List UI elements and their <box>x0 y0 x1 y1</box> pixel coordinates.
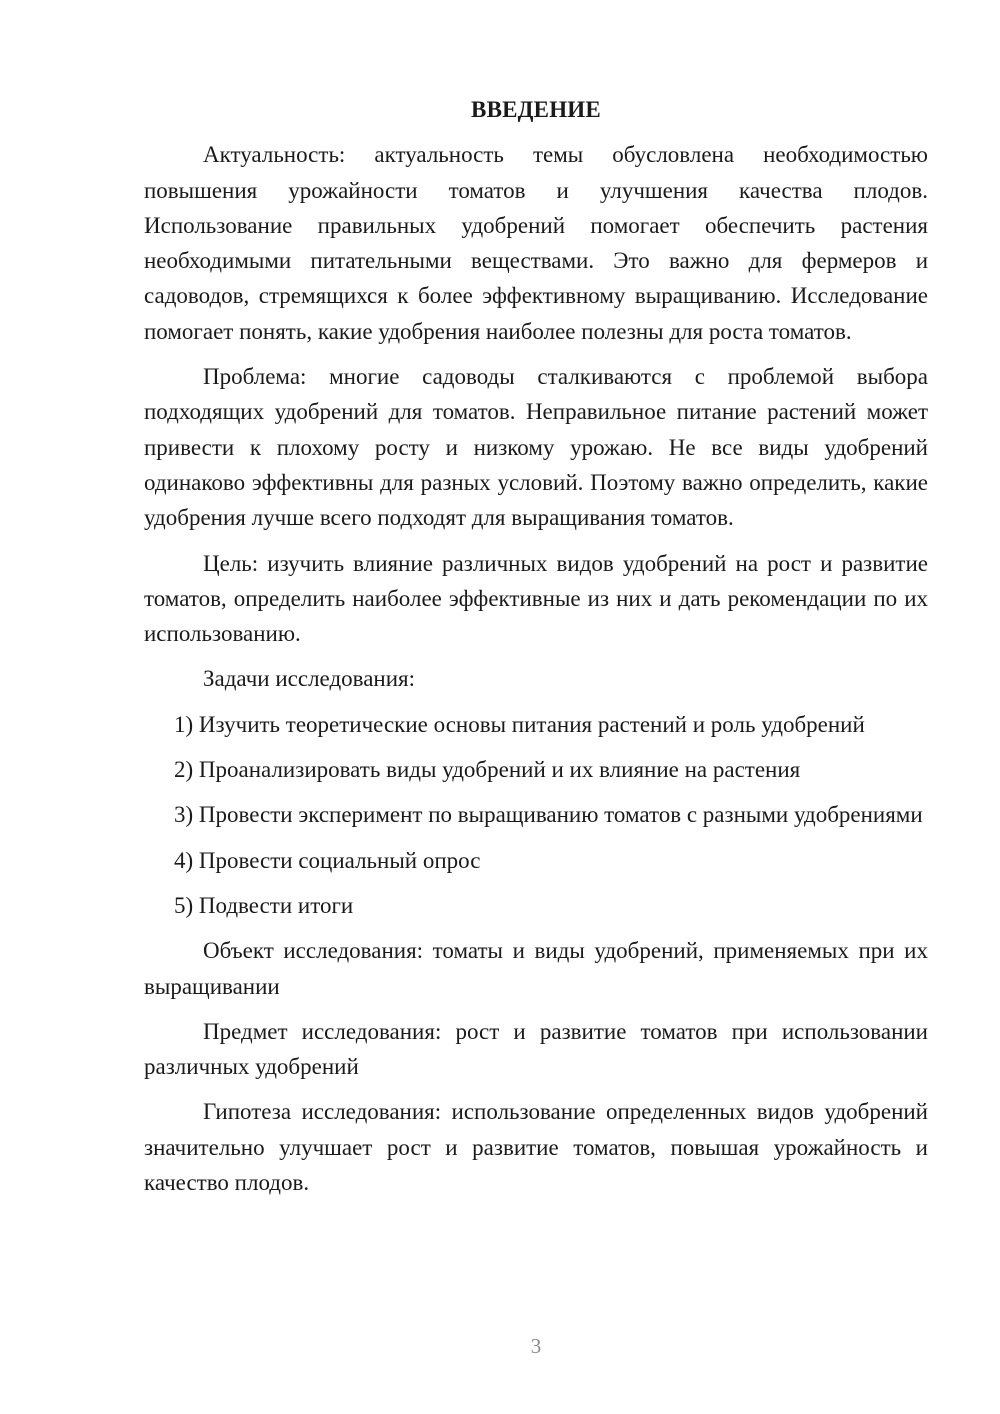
list-item: 4) Провести социальный опрос <box>174 847 481 873</box>
paragraph-subject: Предмет исследования: рост и развитие томатов при использовании различных удобрений <box>144 1018 928 1080</box>
list-item: 1) Изучить теоретические основы питания растений и роль удобрений <box>174 711 865 737</box>
page-content <box>144 92 928 1210</box>
section-title: ВВЕДЕНИЕ <box>471 97 601 122</box>
paragraph-relevance: Актуальность: актуальность темы обусловлена необходимостью повышения урожайности томатов и улучшения качества плодов. Использование правильных удобрений помогает обеспечить растения необходимыми питательными веществами. Это важно для фермеров и садоводов, стремящихся к более эффективному выращиванию. Исследование помогает понять, какие удобрения наиболее полезны для роста томатов. <box>144 142 928 344</box>
list-item: 5) Подвести итоги <box>174 892 354 918</box>
paragraph-object: Объект исследования: томаты и виды удобрений, применяемых при их выращивании <box>144 938 928 999</box>
list-item: 2) Проанализировать виды удобрений и их влияние на растения <box>174 757 801 783</box>
list-item: 3) Провести эксперимент по выращиванию томатов с разными удобрениями <box>174 802 923 828</box>
page-number: 3 <box>530 1334 542 1358</box>
paragraph-goal: Цель: изучить влияние различных видов удобрений на рост и развитие томатов, определить наиболее эффективные из них и дать рекомендации по их использованию. <box>144 550 928 647</box>
paragraph-problem: Проблема: многие садоводы сталкиваются с проблемой выбора подходящих удобрений для томатов. Неправильное питание растений может привести к плохому росту и низкому урожаю. Не все виды удобрений одинаково эффективны для разных условий. Поэтому важно определить, какие удобрения лучше всего подходят для выращивания томатов. <box>144 364 928 531</box>
paragraph-hypothesis: Гипотеза исследования: использование определенных видов удобрений значительно улучшает рост и развитие томатов, повышая урожайность и качество плодов. <box>144 1099 928 1196</box>
tasks-heading: Задачи исследования: <box>203 666 416 692</box>
